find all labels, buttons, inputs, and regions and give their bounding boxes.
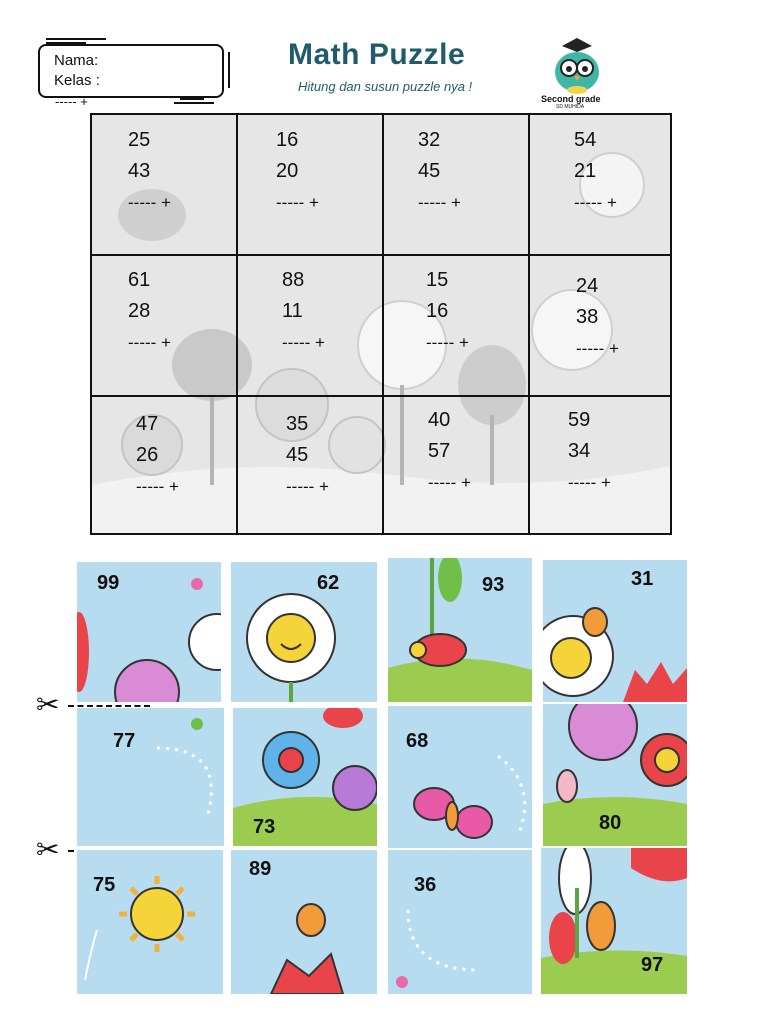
box-decoration xyxy=(46,38,106,40)
piece-illustration xyxy=(543,560,687,702)
answer-number: 68 xyxy=(406,730,429,752)
problem-card xyxy=(128,125,171,218)
problem-card xyxy=(568,405,611,498)
problem-card xyxy=(276,125,319,218)
answer-number: 77 xyxy=(113,730,136,752)
answer-number: 75 xyxy=(93,874,116,896)
problem-addend-a: 59 xyxy=(568,409,591,431)
logo-caption-small: SD MUHIDA xyxy=(556,104,585,110)
name-class-box xyxy=(38,44,224,98)
class-field-label[interactable]: Kelas : xyxy=(54,72,100,89)
answer-number: 73 xyxy=(253,816,276,838)
piece-illustration xyxy=(541,848,687,994)
piece-illustration xyxy=(77,850,223,994)
puzzle-piece[interactable] xyxy=(77,850,223,994)
piece-illustration xyxy=(77,708,224,846)
problem-addend-a: 47 xyxy=(136,413,159,435)
answer-number: 99 xyxy=(97,572,120,594)
piece-illustration xyxy=(388,558,532,702)
answer-number: 89 xyxy=(249,858,272,880)
problem-operator-line: ----- + xyxy=(128,193,171,212)
problem-card xyxy=(286,409,329,502)
problem-card xyxy=(136,409,179,502)
puzzle-piece[interactable] xyxy=(388,558,532,702)
puzzle-piece[interactable] xyxy=(77,562,221,702)
problem-addend-b: 45 xyxy=(418,160,441,182)
problem-addend-a: 24 xyxy=(576,275,599,297)
problem-addend-b: 16 xyxy=(426,300,449,322)
piece-illustration xyxy=(388,706,532,848)
stray-text: ----- + xyxy=(55,94,88,109)
problem-card xyxy=(418,125,461,218)
puzzle-piece[interactable] xyxy=(231,562,377,702)
problem-addend-b: 11 xyxy=(282,300,303,322)
puzzle-piece[interactable] xyxy=(77,708,224,846)
problem-addend-a: 35 xyxy=(286,413,309,435)
name-field-label[interactable]: Nama: xyxy=(54,52,99,69)
puzzle-piece[interactable] xyxy=(543,560,687,702)
problem-operator-line: ----- + xyxy=(574,193,617,212)
problem-card xyxy=(426,265,469,358)
problem-addend-a: 32 xyxy=(418,129,441,151)
answer-number: 62 xyxy=(317,572,340,594)
problem-operator-line: ----- + xyxy=(282,333,325,352)
page-subtitle: Hitung dan susun puzzle nya ! xyxy=(298,79,473,94)
puzzle-piece[interactable] xyxy=(388,706,532,848)
problem-operator-line: ----- + xyxy=(576,339,619,358)
puzzle-piece[interactable] xyxy=(543,704,687,846)
problem-operator-line: ----- + xyxy=(418,193,461,212)
box-decoration xyxy=(180,98,204,100)
page-title: Math Puzzle xyxy=(288,38,466,71)
puzzle-piece[interactable] xyxy=(388,850,532,994)
answer-number: 93 xyxy=(482,574,505,596)
problem-operator-line: ----- + xyxy=(136,477,179,496)
grid-line xyxy=(382,115,384,533)
problem-addend-a: 54 xyxy=(574,129,597,151)
problem-operator-line: ----- + xyxy=(428,473,471,492)
problem-addend-b: 43 xyxy=(128,160,151,182)
problem-addend-b: 26 xyxy=(136,444,159,466)
grid-line xyxy=(236,115,238,533)
grid-line xyxy=(92,254,670,256)
box-decoration xyxy=(228,52,230,88)
cut-line xyxy=(68,705,150,707)
scissors-icon: ✂ xyxy=(36,834,60,865)
problem-card xyxy=(128,265,171,358)
problem-card xyxy=(574,125,617,218)
answer-number: 97 xyxy=(641,954,664,976)
problem-addend-a: 88 xyxy=(282,269,305,291)
problem-addend-a: 61 xyxy=(128,269,151,291)
problem-card xyxy=(576,271,619,364)
logo-caption: Second grade xyxy=(541,94,601,104)
problem-addend-b: 28 xyxy=(128,300,151,322)
problem-operator-line: ----- + xyxy=(128,333,171,352)
problem-addend-a: 40 xyxy=(428,409,451,431)
box-decoration xyxy=(174,102,214,104)
problem-grid xyxy=(90,113,672,535)
answer-number: 80 xyxy=(599,812,622,834)
problem-addend-b: 20 xyxy=(276,160,299,182)
scissors-icon: ✂ xyxy=(36,689,60,720)
box-decoration xyxy=(46,42,86,44)
problem-operator-line: ----- + xyxy=(276,193,319,212)
answer-number: 36 xyxy=(414,874,437,896)
problem-addend-b: 34 xyxy=(568,440,591,462)
problem-operator-line: ----- + xyxy=(426,333,469,352)
problem-addend-a: 16 xyxy=(276,129,299,151)
problem-card xyxy=(282,265,325,358)
answer-number: 31 xyxy=(631,568,654,590)
problem-addend-b: 21 xyxy=(574,160,597,182)
problem-addend-a: 15 xyxy=(426,269,449,291)
piece-illustration xyxy=(231,562,377,702)
problem-addend-b: 38 xyxy=(576,306,599,328)
problem-card xyxy=(428,405,471,498)
grid-line xyxy=(528,115,530,533)
puzzle-piece[interactable] xyxy=(233,708,377,846)
piece-illustration xyxy=(388,850,532,994)
problem-addend-b: 45 xyxy=(286,444,309,466)
problem-operator-line: ----- + xyxy=(286,477,329,496)
puzzle-piece[interactable] xyxy=(231,850,377,994)
grid-line xyxy=(92,395,670,397)
problem-addend-b: 57 xyxy=(428,440,451,462)
problem-operator-line: ----- + xyxy=(568,473,611,492)
puzzle-piece[interactable] xyxy=(541,848,687,994)
problem-addend-a: 25 xyxy=(128,129,151,151)
